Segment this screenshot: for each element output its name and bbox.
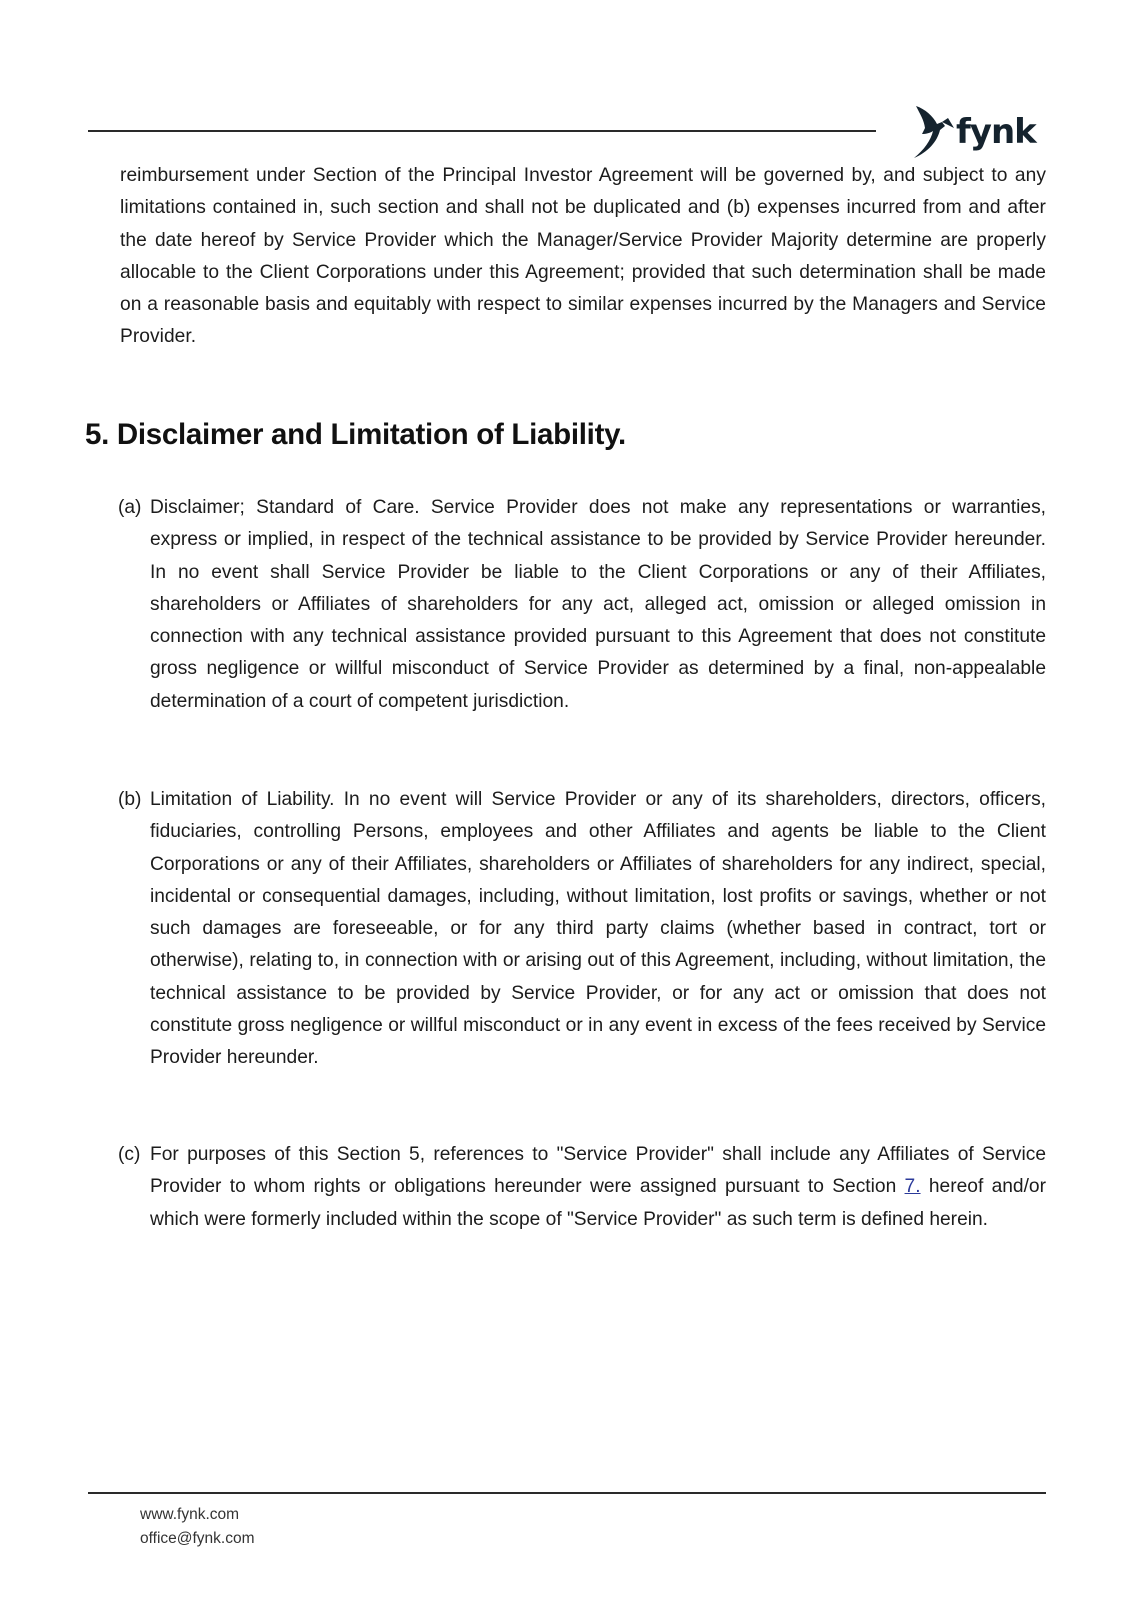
clause-c xyxy=(118,1139,1046,1236)
clause-text-part: For purposes of this Section 5, references to "Service Provider" shall include any Affiliates of Service Provider to whom rights or obligations hereunder were assigned pursuant to Section xyxy=(150,1144,1046,1198)
clause-text: Limitation of Liability. In no event will Service Provider or any of its shareholders, directors, officers, fiduciaries, controlling Persons, employees and other Affiliates and agents be liable to the Client Corporations or any of their Affiliates, shareholders or Affiliates of shareholders for any indirect, special, incidental or consequential damages, including, without limitation, lost profits or savings, whether or not such damages are foreseeable, or for any third party claims (whether based in contract, tort or otherwise), relating to, in connection with or arising out of this Agreement, including, without limitation, the technical assistance to be provided by Service Provider, or for any act or omission that does not constitute gross negligence or willful misconduct or in any event in excess of the fees received by Service Provider hereunder. xyxy=(150,789,1046,1069)
section-title: 5. Disclaimer and Limitation of Liability. xyxy=(85,418,626,451)
clause-text xyxy=(150,1139,1046,1236)
clause-marker: (b) xyxy=(118,789,142,810)
fynk-bird-icon xyxy=(912,104,956,160)
footer-divider xyxy=(88,1492,1046,1494)
section-7-link[interactable]: 7. xyxy=(904,1176,921,1198)
intro-paragraph: reimbursement under Section of the Principal Investor Agreement will be governed by, and subject to any limitations contained in, such section and shall not be duplicated and (b) expenses incurred from and after the date hereof by Service Provider which the Manager/Service Provider Majority determine are properly allocable to the Client Corporations under this Agreement; provided that such determination shall be made on a reasonable basis and equitably with respect to similar expenses incurred by the Managers and Service Provider. xyxy=(120,165,1046,348)
clause-b xyxy=(118,784,1046,1075)
footer xyxy=(140,1503,255,1551)
clause-text-part: hereof and/or which were formerly included within the scope of "Service Provider" as such term is defined herein. xyxy=(150,1176,1046,1230)
clause-marker: (c) xyxy=(118,1144,141,1165)
clause-marker: (a) xyxy=(118,497,142,518)
footer-email[interactable]: office@fynk.com xyxy=(140,1530,255,1547)
header-divider xyxy=(88,130,876,132)
footer-website[interactable]: www.fynk.com xyxy=(140,1506,240,1523)
clause-text: Disclaimer; Standard of Care. Service Provider does not make any representations or warranties, express or implied, in respect of the technical assistance to be provided by Service Provider hereunder. In no event shall Service Provider be liable to the Client Corporations or any of their Affiliates, shareholders or Affiliates of shareholders for any act, alleged act, omission or alleged omission in connection with any technical assistance provided pursuant to this Agreement that does not constitute gross negligence or willful misconduct of Service Provider as determined by a final, non-appealable determination of a court of competent jurisdiction. xyxy=(150,497,1046,712)
clause-a xyxy=(118,492,1046,718)
brand-logo xyxy=(912,104,1036,160)
brand-name: fynk xyxy=(956,112,1036,152)
